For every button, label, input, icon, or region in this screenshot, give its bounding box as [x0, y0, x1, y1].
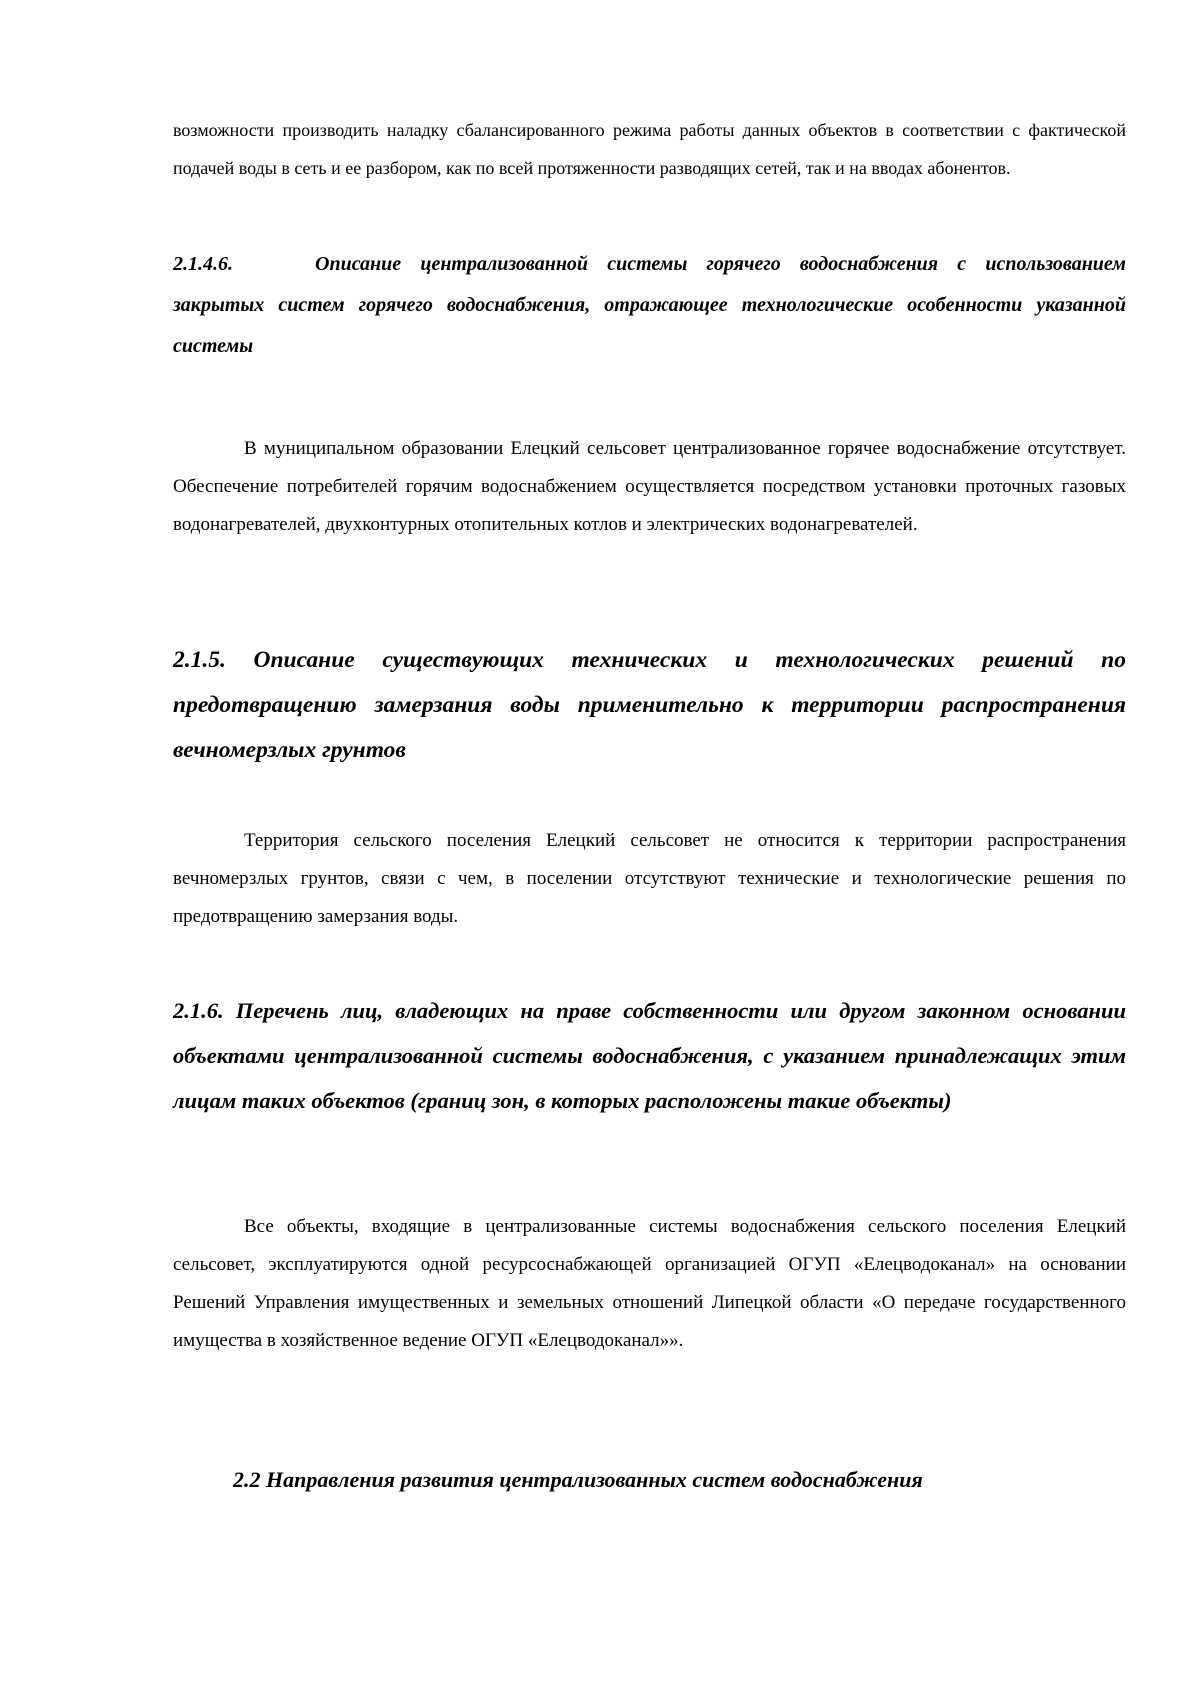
section-body-2-1-4-6: В муниципальном образовании Елецкий сельсовет централизованное горячее водоснабжение отсутствует. Обеспечение потребителей горячим водоснабжением осуществляется посредством установки проточных газовых водонагревателей, двухконтурных отопительных котлов и электрических водонагревателей.	[173, 438, 1126, 535]
section-title: Описание централизованной системы горячего водоснабжения с использованием закрытых систем горячего водоснабжения, отражающее технологические особенности указанной системы	[173, 253, 1126, 357]
section-heading-2-1-5	[173, 638, 1126, 773]
section-title: Описание существующих технических и технологических решений по предотвращению замерзания воды применительно к территории распространения вечномерзлых грунтов	[173, 647, 1126, 763]
section-body-2-1-5: Территория сельского поселения Елецкий сельсовет не относится к территории распространения вечномерзлых грунтов, связи с чем, в поселении отсутствуют технические и технологические решения по предотвращению замерзания воды.	[173, 830, 1126, 927]
section-heading-2-2: 2.2 Направления развития централизованных систем водоснабжения	[233, 1467, 923, 1492]
section-number: 2.1.6.	[173, 998, 224, 1023]
section-number: 2.1.5.	[173, 647, 226, 673]
section-title: Перечень лиц, владеющих на праве собственности или другом законном основании объектами централизованной системы водоснабжения, с указанием принадлежащих этим лицам таких объектов (границ зон, в которых расположены такие объекты)	[173, 998, 1127, 1113]
section-number: 2.1.4.6.	[173, 253, 233, 275]
section-heading-2-1-4-6	[173, 244, 1126, 367]
section-body-2-1-6: Все объекты, входящие в централизованные системы водоснабжения сельского поселения Елецкий сельсовет, эксплуатируются одной ресурсоснабжающей организацией ОГУП «Елецводоканал» на основании Решений Управления имущественных и земельных отношений Липецкой области «О передаче государственного имущества в хозяйственное ведение ОГУП «Елецводоканал»».	[173, 1216, 1126, 1351]
paragraph-continuation: возможности производить наладку сбалансированного режима работы данных объектов в соответствии с фактической подачей воды в сеть и ее разбором, как по всей протяженности разводящих сетей, так и на вводах абонентов.	[173, 120, 1126, 178]
section-heading-2-1-6	[173, 988, 1126, 1123]
